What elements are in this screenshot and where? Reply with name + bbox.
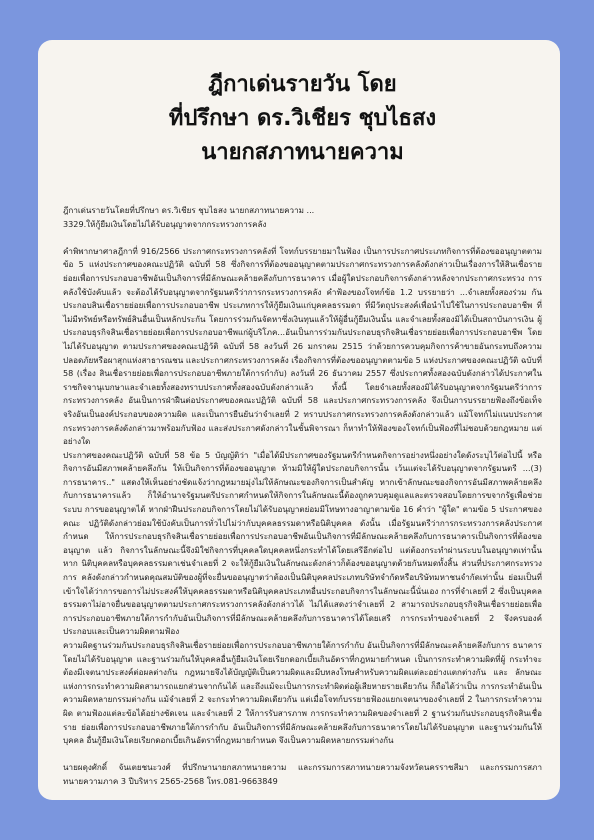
article-paragraph-2: ประกาศของคณะปฏิวัติ ฉบับที่ 58 ข้อ 5 บัญญัติว่า "เมื่อได้มีประกาศของรัฐมนตรีกำหนดกิจการอย่างหนึ่งอย่างใดดังระบุไว้ต่อไปนี้ หรือ กิจการอันมีสภาพคล้ายคลึงกัน ให้เป็นกิจการที่ต้องขออนุญาต ห้ามมิให้ผู้ใดประกอบกิจการนั้น เว้นแต่จะได้รับอนุญาตจากรัฐมนตรี ...(3) การธนาคาร.." แสดงให้เห็นอย่างชัดแจ้งว่ากฎหมายมุ่งไม่ให้ลักษณะของกิจการเป็นสำคัญ หากเข้าลักษณะของกิจการอันมีสภาพคล้ายคลึง กับการธนาคารแล้ว ก็ให้อำนาจรัฐมนตรีประกาศกำหนดให้กิจการในลักษณะนี้ต้องถูกควบคุมดูแลและตรวจสอบโดยการขจากรัฐเพื่อช่วยระบบ การขออนุญาตได้ หากฝ่าฝืนประกอบกิจการโดยไม่ได้รับอนุญาตย่อมมีโทษทางอาญาตามข้อ 16 คำว่า "ผู้ใด" ตามข้อ 5 ประกาศของคณะ ปฏิวัติดังกล่าวย่อมใช้บังคับเป็นการทั่วไปไม่ว่ากับบุคคลธรรมดาหรือนิติบุคคล ดังนั้น เมื่อรัฐมนตรีว่าการกระทรวงการคลังประกาศกำหนด ให้การประกอบธุรกิจสินเชื่อรายย่อยเพื่อการประกอบอาชีพอันเป็นกิจการที่มีลักษณะคล้ายคลึงกับการธนาคารเป็นกิจการที่ต้องขออนุญาต แล้ว กิจการในลักษณะนี้จึงมิใช่กิจการที่บุคคลใดบุคคลหนึ่งกระทำได้โดยเสรีอีกต่อไป แต่ต้องกระทำผ่านระบบในอนุญาตเท่านั้น หาก นิติบุคคลหรือบุคคลธรรมดาเช่นจำเลยที่ 2 จะให้กู้ยืมเงินในลักษณะดังกล่าวก็ต้องขออนุญาตด้วยกันหมดทั้งสิ้น ส่วนที่ประกาศกระทรวงการ คลังดังกล่าวกำหนดคุณสมบัติของผู้ที่จะยื่นขออนุญาตว่าต้องเป็นนิติบุคคลประเภทบริษัทจำกัดหรือบริษัทมหาชนจำกัดเท่านั้น ย่อมเป็นที่ เข้าใจได้ว่าการขอการไม่ประสงค์ให้บุคคลธรรมดาหรือนิติบุคคลประเภทอื่นประกอบกิจการในลักษณะนี้นั่นเอง การที่จำเลยที่ 2 ซึ่งเป็นบุคคล ธรรมดาไม่อาจยื่นขออนุญาตตามประกาศกระทรวงการคลังดังกล่าวได้ ไม่ได้แสดงว่าจำเลยที่ 2 สามารถประกอบธุรกิจสินเชื่อรายย่อยเพื่อ การประกอบอาชีพภายใต้การกำกับอันเป็นกิจการที่มีลักษณะคล้ายคลึงกับการธนาคารได้โดยเสรี การกระทำของจำเลยที่ 2 จึงครบองค์ ประกอบและเป็นความผิดตามฟ้อง <box>63 449 542 637</box>
article-paragraph-1: คำพิพากษาศาลฎีกาที่ 916/2566 ประกาศกระทรวงการคลังที่ โจทก์บรรยายมาในฟ้อง เป็นการประกาศประเภทกิจการที่ต้องขออนุญาตตาม ข้อ 5 แห่งประกาศของคณะปฏิวัติ ฉบับที่ 58 ซึ่งกิจการที่ต้องขออนุญาตตามประกาศกระทรวงการคลังดังกล่าวเป็นเรื่องการให้สินเชื่อราย ย่อยเพื่อการประกอบอาชีพอันเป็นกิจการที่มีลักษณะคล้ายคลึงกับการธนาคาร เมื่อผู้ใดประกอบกิจการดังกล่าวหลังจากประกาศกระทรวง การคลังใช้บังคับแล้ว จะต้องได้รับอนุญาตจากรัฐมนตรีว่าการกระทรวงการคลัง คำฟ้องของโจทก์ข้อ 1.2 บรรยายว่า ...จำเลยทั้งสองร่วม กันประกอบสินเชื่อรายย่อยเพื่อการประกอบอาชีพ ประเภทการให้กู้ยืมเงินแก่บุคคลธรรมดา ที่มีวัตถุประสงค์เพื่อนำไปใช้ในการประกอบอาชีพ ที่ไม่มีทรัพย์หรือทรัพย์สินอื่นเป็นหลักประกัน โดยการร่วมกันจัดหาซึ่งเงินทุนแล้วให้ผู้อื่นกู้ยืมเงินนั้น และจำเลยทั้งสองมิได้เป็นสถาบันการเงิน ผู้ประกอบธุรกิจสินเชื่อรายย่อยเพื่อการประกอบอาชีพแก่ผู้บริโภค...อันเป็นการร่วมกันประกอบธุรกิจสินเชื่อรายย่อยเพื่อการประกอบอาชีพ โดยไม่ได้รับอนุญาต ตามประกาศของคณะปฏิวัติ ฉบับที่ 58 ลงวันที่ 26 มกราคม 2515 ว่าด้วยการควบคุมกิจการค้าขายอันกระทบถึงความ ปลอดภัยหรือผาสุกแห่งสาธารณชน และประกาศกระทรวงการคลัง เรื่องกิจการที่ต้องขออนุญาตตามข้อ 5 แห่งประกาศของคณะปฏิวัติ ฉบับที่ 58 (เรื่อง สินเชื่อรายย่อยเพื่อการประกอบอาชีพภายใต้การกำกับ) ลงวันที่ 26 ธันวาคม 2557 ซึ่งประกาศทั้งสองฉบับดังกล่าวได้ประกาศใน ราชกิจจานุเบกษาและจำเลยทั้งสองทราบประกาศทั้งสองฉบับดังกล่าวแล้ว ทั้งนี้ โดยจำเลยทั้งสองมิได้รับอนุญาตจากรัฐมนตรีว่าการ กระทรวงการคลัง อันเป็นการฝ่าฝืนต่อประกาศของคณะปฏิวัติ ฉบับที่ 58 และประกาศกระทรวงการคลัง จึงเป็นการบรรยายฟ้องถึงข้อเท็จ จริงอันเป็นองค์ประกอบของความผิด และเป็นการยืนยันว่าจำเลยที่ 2 ทราบประกาศกระทรวงการคลังดังกล่าวแล้ว แม้โจทก์ไม่แนบประกาศ กระทรวงการคลังดังกล่าวมาพร้อมกับฟ้อง และส่งประกาศดังกล่าวในชั้นพิจารณา ก็หาทำให้ฟ้องของโจทก์เป็นฟ้องที่ไม่ชอบด้วยกฎหมาย แต่อย่างใด <box>63 245 542 447</box>
author-signature: นายผดุงศักดิ์ จันเตยชนะวงศ์ ที่ปรึกษานายกสภาทนายความ และกรรมการสภาทนายความจังหวัดนครราชสีมา และกรรมการสภา ทนายความภาค 3 ปีบริหาร 2565-2568 โทร.081-9663849 <box>63 762 542 786</box>
article-body <box>63 204 542 789</box>
article-title <box>63 68 542 170</box>
article-paragraph-3: ความผิดฐานร่วมกันประกอบธุรกิจสินเชื่อรายย่อยเพื่อการประกอบอาชีพภายใต้การกำกับ อันเป็นกิจการที่มีลักษณะคล้ายคลึงกับการ ธนาคารโดยไม่ได้รับอนุญาต และฐานร่วมกันให้บุคคลอื่นกู้ยืมเงินโดยเรียกดอกเบี้ยเกินอัตราที่กฎหมายกำหนด เป็นการกระทำความผิดที่ผู้ กระทำจะต้องมีเจตนาประสงค์ต่อผลต่างกัน กฎหมายจึงได้บัญญัติเป็นความผิดและมีบทลงโทษสำหรับความผิดแต่ละอย่างแตกต่างกัน และ ลักษณะแห่งการกระทำความผิดสามารถแยกส่วนจากกันได้ และถึงแม้จะเป็นการกระทำผิดต่อผู้เสียหายรายเดียวกัน ก็ถือได้ว่าเป็น การกระทำอันเป็นความผิดหลายกรรมต่างกัน แม้จำเลยที่ 2 จะกระทำความผิดเดียวกัน แต่เมื่อโจทก์บรรยายฟ้องแยกเจตนาของจำเลยที่ 2 ในการกระทำความผิด ตามฟ้องแต่ละข้อได้อย่างชัดเจน และจำเลยที่ 2 ให้การรับสารภาพ การกระทำความผิดของจำเลยที่ 2 ฐานร่วมกันประกอบธุรกิจสินเชื่อราย ย่อยเพื่อการประกอบอาชีพภายใต้การกำกับ อันเป็นกิจการที่มีลักษณะคล้ายคลึงกับการธนาคารโดยไม่ได้รับอนุญาต และฐานร่วมกันให้บุคคล อื่นกู้ยืมเงินโดยเรียกดอกเบี้ยเกินอัตราที่กฎหมายกำหนด จึงเป็นความผิดหลายกรรมต่างกัน <box>63 640 542 746</box>
title-line-3: นายกสภาทนายความ <box>201 140 404 165</box>
title-line-2: ที่ปรึกษา ดร.วิเชียร ชุบไธสง <box>168 106 437 131</box>
article-card <box>38 40 560 800</box>
title-line-1: ฎีกาเด่นรายวัน โดย <box>208 72 397 97</box>
article-lead: ฎีกาเด่นรายวันโดยที่ปรึกษา ดร.วิเชียร ชุบไธสง นายกสภาทนายความ ... 3329.ให้กู้ยืมเงินโดยไม่ได้รับอนุญาตจากกระทรวงการคลัง <box>63 205 315 229</box>
